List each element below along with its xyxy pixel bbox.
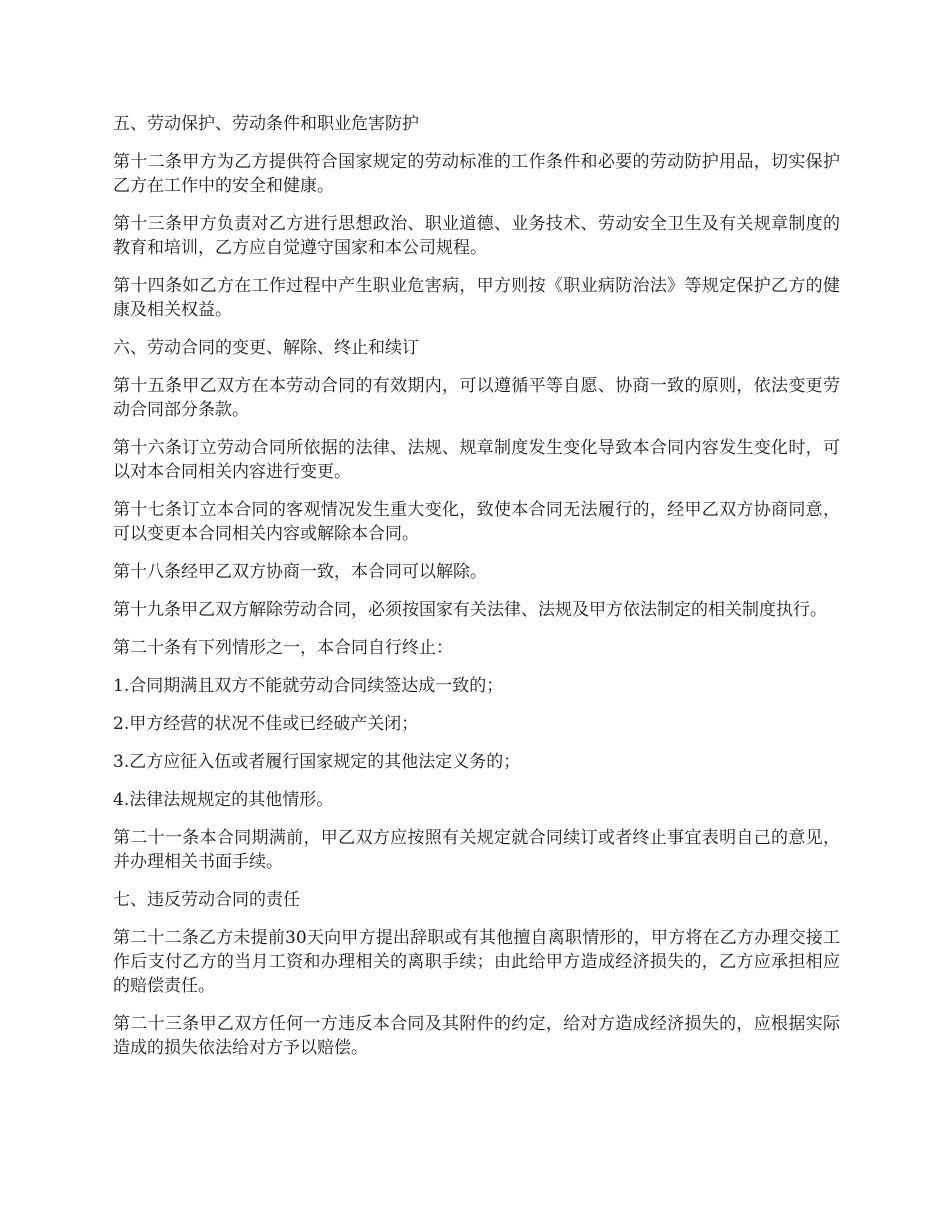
article-16: 第十六条订立劳动合同所依据的法律、法规、规章制度发生变化导致本合同内容发生变化时，可以对本合同相关内容进行变更。 bbox=[113, 438, 840, 482]
article-21: 第二十一条本合同期满前，甲乙双方应按照有关规定就合同续订或者终止事宜表明自己的意见，并办理相关书面手续。 bbox=[113, 828, 840, 872]
list-item-4: 4.法律法规规定的其他情形。 bbox=[113, 790, 334, 810]
article-23: 第二十三条甲乙双方任何一方违反本合同及其附件的约定，给对方造成经济损失的，应根据实际造成的损失依法给对方予以赔偿。 bbox=[113, 1014, 840, 1058]
list-item-3: 3.乙方应征入伍或者履行国家规定的其他法定义务的； bbox=[113, 752, 521, 772]
article-14: 第十四条如乙方在工作过程中产生职业危害病，甲方则按《职业病防治法》等规定保护乙方的健康及相关权益。 bbox=[113, 276, 840, 320]
article-19: 第十九条甲乙双方解除劳动合同，必须按国家有关法律、法规及甲方依法制定的相关制度执行。 bbox=[113, 600, 827, 620]
section-heading-5: 五、劳动保护、劳动条件和职业危害防护 bbox=[113, 114, 419, 134]
article-13: 第十三条甲方负责对乙方进行思想政治、职业道德、业务技术、劳动安全卫生及有关规章制度的教育和培训，乙方应自觉遵守国家和本公司规程。 bbox=[113, 214, 840, 258]
article-17: 第十七条订立本合同的客观情况发生重大变化，致使本合同无法履行的，经甲乙双方协商同意，可以变更本合同相关内容或解除本合同。 bbox=[113, 500, 840, 544]
section-heading-6: 六、劳动合同的变更、解除、终止和续订 bbox=[113, 338, 419, 358]
section-heading-7: 七、违反劳动合同的责任 bbox=[113, 890, 300, 910]
article-12: 第十二条甲方为乙方提供符合国家规定的劳动标准的工作条件和必要的劳动防护用品，切实保护乙方在工作中的安全和健康。 bbox=[113, 152, 840, 196]
list-item-2: 2.甲方经营的状况不佳或已经破产关闭； bbox=[113, 714, 419, 734]
article-18: 第十八条经甲乙双方协商一致，本合同可以解除。 bbox=[113, 562, 487, 582]
list-item-1: 1.合同期满且双方不能就劳动合同续签达成一致的； bbox=[113, 676, 504, 696]
article-15: 第十五条甲乙双方在本劳动合同的有效期内，可以遵循平等自愿、协商一致的原则，依法变更劳动合同部分条款。 bbox=[113, 376, 840, 420]
article-22: 第二十二条乙方未提前30天向甲方提出辞职或有其他擅自离职情形的，甲方将在乙方办理交接工作后支付乙方的当月工资和办理相关的离职手续；由此给甲方造成经济损失的，乙方应承担相应的赔偿责任。 bbox=[113, 928, 840, 996]
document-body bbox=[113, 112, 840, 1074]
article-20: 第二十条有下列情形之一，本合同自行终止： bbox=[113, 638, 453, 658]
